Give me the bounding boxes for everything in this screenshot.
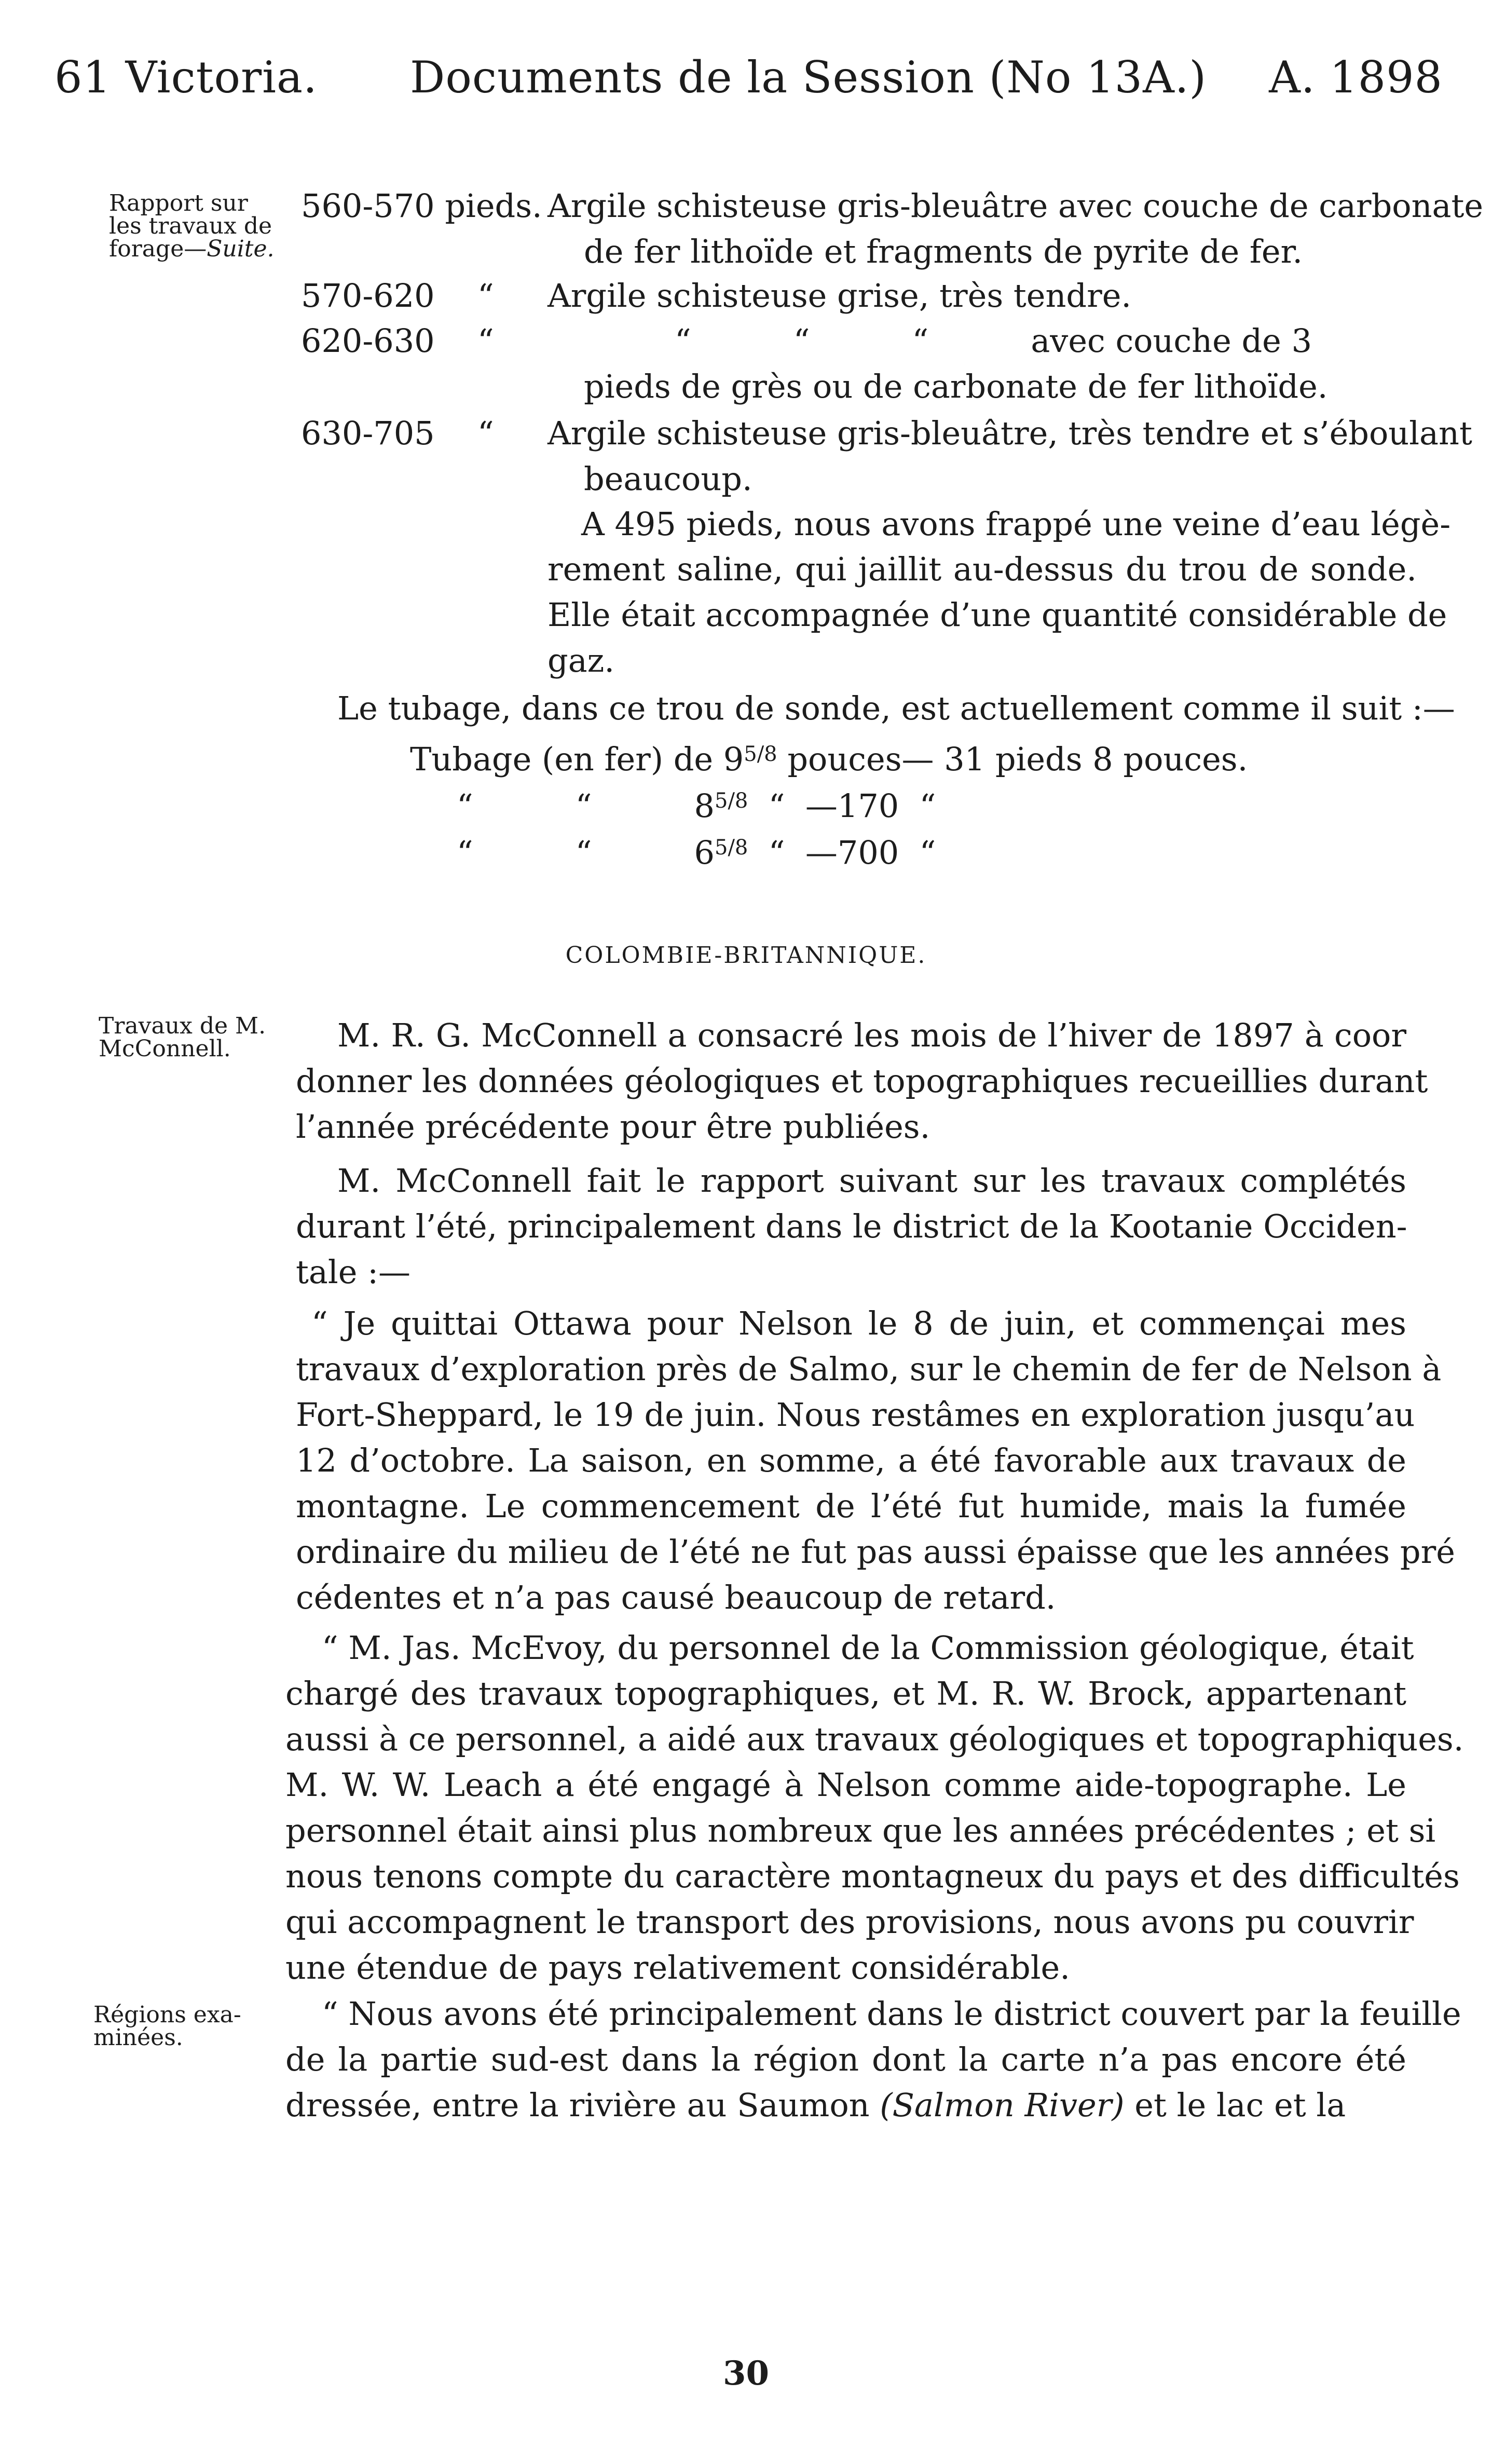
paragraph-line: une étendue de pays relativement considérable. [285,1949,1070,1986]
paragraph-line: nous tenons compte du caractère montagneux du pays et des difficultés [285,1857,1460,1895]
paragraph-line: personnel était ainsi plus nombreux que les années précédentes ; et si [285,1812,1436,1849]
forage-line: “ “ “ avec couche de 3 [675,322,1312,360]
page-number: 30 [722,2354,770,2393]
forage-line: Argile schisteuse gris-bleuâtre avec couche de carbonate [547,187,1484,225]
tubage-row: “ “ $8^{5/8}$ “ —170 “ [457,787,936,825]
header-left: 61 Victoria. [54,52,318,103]
salmon-river-italic: (Salmon River) [880,2086,1125,2124]
paragraph-line: cédentes et n’a pas causé beaucoup de retard. [296,1578,1056,1616]
paragraph-line: M. R. G. McConnell a consacré les mois de l’hiver de 1897 à coor [337,1016,1406,1054]
paragraph-line: “ Je quittai Ottawa pour Nelson le 8 de juin, et commençai mes [311,1304,1406,1342]
margin-note-regions: Régions exa- minées. [93,2002,241,2051]
tubage-row: Tubage (en fer) de $9^{5/8}$ pouces— 31 pieds 8 pouces. [410,740,1248,778]
paragraph-line: “ M. Jas. McEvoy, du personnel de la Commission géologique, était [322,1629,1414,1667]
ditto-mark: “ [477,414,494,452]
header-right: A. 1898 [1269,52,1443,103]
tubage-intro: Le tubage, dans ce trou de sonde, est actuellement comme il suit :— [337,689,1455,727]
paragraph-line: qui accompagnent le transport des provisions, nous avons pu couvrir [285,1903,1414,1941]
paragraph-line: travaux d’exploration près de Salmo, sur le chemin de fer de Nelson à [296,1350,1442,1388]
forage-note-line: A 495 pieds, nous avons frappé une veine d’eau légè- [581,505,1451,543]
ditto-mark: “ [477,322,494,360]
paragraph-line: chargé des travaux topographiques, et M. R. W. Brock, appartenant [285,1675,1406,1712]
forage-depth: 630-705 [301,414,435,452]
paragraph-line: donner les données géologiques et topographiques recueillies durant [296,1062,1428,1100]
paragraph-line: tale :— [296,1253,410,1291]
margin-note-rapport: Rapport sur les travaux de forage—Suite. [109,190,275,262]
paragraph-line: durant l’été, principalement dans le district de la Kootanie Occiden- [296,1207,1407,1245]
paragraph-line: M. McConnell fait le rapport suivant sur les travaux complétés [337,1162,1406,1200]
forage-line: Argile schisteuse gris-bleuâtre, très tendre et s’éboulant [547,414,1472,452]
margin-note-suite: Suite. [207,236,275,262]
paragraph-line: aussi à ce personnel, a aidé aux travaux géologiques et topographiques. [285,1720,1464,1758]
forage-line: Argile schisteuse grise, très tendre. [547,277,1132,315]
forage-note-line: Elle était accompagnée d’une quantité considérable de [547,596,1447,634]
paragraph-line: M. W. W. Leach a été engagé à Nelson comme aide-topographe. Le [285,1766,1406,1804]
paragraph-line: 12 d’octobre. La saison, en somme, a été favorable aux travaux de [296,1441,1406,1479]
paragraph-line: ordinaire du milieu de l’été ne fut pas aussi épaisse que les années pré [296,1533,1455,1571]
forage-line: de fer lithoïde et fragments de pyrite de fer. [584,233,1303,270]
tubage-row: “ “ $6^{5/8}$ “ —700 “ [457,834,936,872]
paragraph-line: de la partie sud-est dans la région dont la carte n’a pas encore été [285,2040,1406,2078]
forage-depth: 620-630 [301,322,435,360]
forage-depth: 570-620 [301,277,435,315]
forage-line: beaucoup. [584,460,752,498]
paragraph-line: “ Nous avons été principalement dans le district couvert par la feuille [322,1995,1461,2033]
header-center: Documents de la Session (No 13A.) [410,52,1207,103]
forage-note-line: rement saline, qui jaillit au-dessus du trou de sonde. [547,550,1417,588]
forage-note-line: gaz. [547,642,615,679]
section-title: COLOMBIE-BRITANNIQUE. [565,942,927,969]
paragraph-line: montagne. Le commencement de l’été fut humide, mais la fumée [296,1487,1406,1525]
margin-note-travaux: Travaux de M. McConnell. [99,1013,266,1062]
ditto-mark: “ [477,277,494,315]
paragraph-line: l’année précédente pour être publiées. [296,1108,930,1146]
paragraph-line: dressée, entre la rivière au Saumon (Salmon River) et le lac et la [285,2086,1346,2124]
forage-line: pieds de grès ou de carbonate de fer lithoïde. [584,367,1328,405]
paragraph-line: Fort-Sheppard, le 19 de juin. Nous restâmes en exploration jusqu’au [296,1396,1415,1434]
forage-depth: 560-570 pieds. [301,187,542,225]
